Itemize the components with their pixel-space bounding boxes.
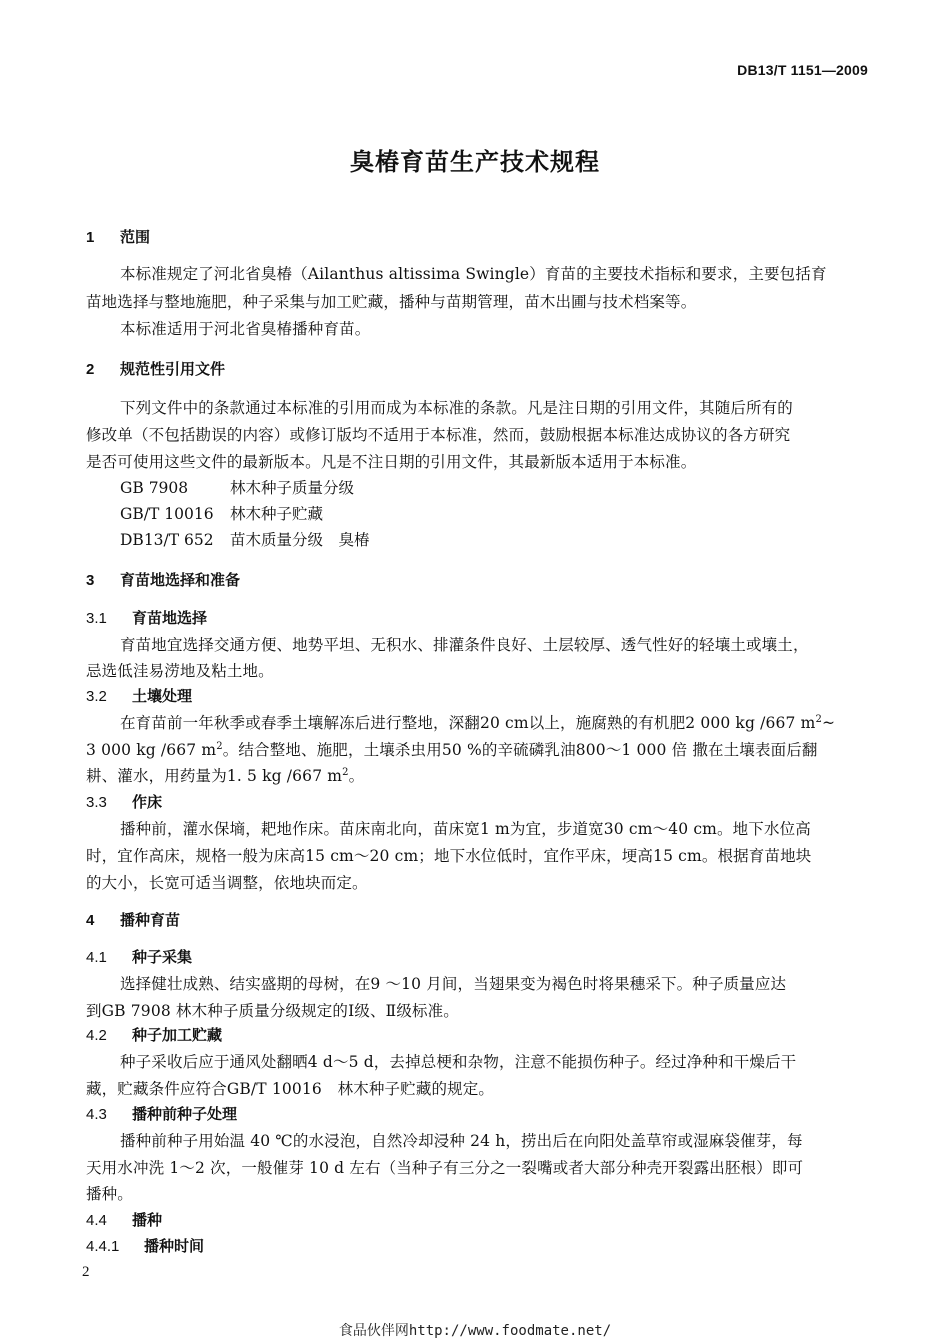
subsection-title: 播种前种子处理 bbox=[132, 1105, 238, 1123]
reference-code: GB/T 10016 bbox=[120, 505, 214, 523]
reference-name: 林木种子质量分级 bbox=[230, 479, 355, 497]
subsection-title: 育苗地选择 bbox=[132, 609, 208, 627]
subsection-4-4-heading bbox=[86, 1209, 162, 1230]
section-1-heading bbox=[86, 226, 150, 247]
section-3-heading bbox=[86, 569, 240, 590]
document-title: 臭椿育苗生产技术规程 bbox=[350, 148, 600, 176]
subsection-3-2-heading bbox=[86, 685, 192, 706]
section-title: 规范性引用文件 bbox=[120, 360, 226, 378]
subsection-4-3-heading bbox=[86, 1103, 237, 1124]
section-number: 4 bbox=[86, 912, 95, 929]
reference-name: 苗木质量分级 臭椿 bbox=[230, 531, 370, 549]
subsection-title: 播种 bbox=[132, 1211, 163, 1229]
subsection-number: 4.4.1 bbox=[86, 1238, 120, 1255]
subsection-title: 播种时间 bbox=[144, 1237, 205, 1255]
subsection-number: 4.1 bbox=[86, 949, 107, 966]
section-title: 育苗地选择和准备 bbox=[120, 571, 241, 589]
section-4-heading bbox=[86, 909, 180, 930]
paragraph-line: 种子采收后应于通风处翻晒4 d～5 d，去掉总梗和杂物，注意不能损伤种子。经过净种和干燥后干 bbox=[120, 1053, 797, 1071]
paragraph-line: 本标准规定了河北省臭椿（Ailanthus altissima Swingle）育苗的主要技术指标和要求，主要包括育 bbox=[120, 265, 827, 283]
paragraph-line: 天用水冲洗 1～2 次，一般催芽 10 d 左右（当种子有三分之一裂嘴或者大部分种壳开裂露出胚根）即可 bbox=[86, 1159, 804, 1177]
subsection-title: 作床 bbox=[132, 793, 163, 811]
reference-item bbox=[120, 528, 370, 550]
subsection-4-4-1-heading bbox=[86, 1235, 204, 1256]
reference-code: GB 7908 bbox=[120, 479, 189, 497]
paragraph-line: 修改单（不包括勘误的内容）或修订版均不适用于本标准，然而，鼓励根据本标准达成协议的各方研究 bbox=[86, 426, 791, 444]
section-title: 范围 bbox=[120, 228, 151, 246]
subsection-number: 4.4 bbox=[86, 1212, 107, 1229]
section-number: 1 bbox=[86, 229, 95, 246]
page-number: 2 bbox=[82, 1264, 90, 1280]
paragraph-line: 本标准适用于河北省臭椿播种育苗。 bbox=[120, 320, 371, 338]
subsection-3-1-heading bbox=[86, 607, 207, 628]
subsection-title: 种子采集 bbox=[132, 948, 193, 966]
subsection-number: 3.3 bbox=[86, 794, 107, 811]
paragraph-line: 育苗地宜选择交通方便、地势平坦、无积水、排灌条件良好、土层较厚、透气性好的轻壤土或壤土， bbox=[120, 636, 809, 654]
paragraph-line: 下列文件中的条款通过本标准的引用而成为本标准的条款。凡是注日期的引用文件，其随后所有的 bbox=[120, 399, 793, 417]
paragraph-line: 播种前种子用始温 40 ℃的水浸泡，自然冷却浸种 24 h，捞出后在向阳处盖草帘或湿麻袋催芽，每 bbox=[120, 1132, 803, 1150]
section-2-heading bbox=[86, 358, 225, 379]
superscript: 2 bbox=[815, 713, 822, 725]
reference-name: 林木种子贮藏 bbox=[230, 505, 324, 523]
reference-code: DB13/T 652 bbox=[120, 531, 214, 549]
paragraph-line: 是否可使用这些文件的最新版本。凡是不注日期的引用文件，其最新版本适用于本标准。 bbox=[86, 453, 697, 471]
subsection-title: 种子加工贮藏 bbox=[132, 1026, 223, 1044]
paragraph-line: 选择健壮成熟、结实盛期的母树，在9 ～10 月间，当翅果变为褐色时将果穗采下。种子质量应达 bbox=[120, 975, 787, 993]
paragraph-line: 藏，贮藏条件应符合GB/T 10016 林木种子贮藏的规定。 bbox=[86, 1080, 495, 1098]
subsection-number: 4.3 bbox=[86, 1106, 107, 1123]
subsection-number: 4.2 bbox=[86, 1027, 107, 1044]
paragraph-line: 3 000 kg /667 $m^2$。结合整地、施肥，土壤杀虫用50 %的辛硫磷乳油800～1 000 倍 撒在土壤表面后翻 bbox=[86, 740, 818, 759]
subsection-3-3-heading bbox=[86, 791, 162, 812]
subsection-4-1-heading bbox=[86, 946, 192, 967]
standard-code: DB13/T 1151—2009 bbox=[737, 62, 868, 78]
section-number: 2 bbox=[86, 361, 95, 378]
subsection-number: 3.2 bbox=[86, 688, 107, 705]
paragraph-line: 到GB 7908 林木种子质量分级规定的Ⅰ级、Ⅱ级标准。 bbox=[86, 1002, 459, 1020]
subsection-number: 3.1 bbox=[86, 610, 107, 627]
paragraph-line: 耕、灌水，用药量为1. 5 kg /667 $m^2$。 bbox=[86, 766, 365, 785]
paragraph-line: 苗地选择与整地施肥，种子采集与加工贮藏，播种与苗期管理，苗木出圃与技术档案等。 bbox=[86, 293, 697, 311]
subsection-4-2-heading bbox=[86, 1024, 222, 1045]
superscript: 2 bbox=[216, 740, 223, 752]
paragraph-line: 播种。 bbox=[86, 1185, 133, 1203]
paragraph-line: 时，宜作高床，规格一般为床高15 cm～20 cm；地下水位低时，宜作平床，埂高15 cm。根据育苗地块 bbox=[86, 847, 812, 865]
subsection-title: 土壤处理 bbox=[132, 687, 193, 705]
reference-item bbox=[120, 502, 323, 524]
paragraph-line: 播种前，灌水保墒，耙地作床。苗床南北向，苗床宽1 m为宜，步道宽30 cm～40 cm。地下水位高 bbox=[120, 820, 811, 838]
paragraph-line: 在育苗前一年秋季或春季土壤解冻后进行整地，深翻20 cm以上，施腐熟的有机肥2 000 kg /667 $m^2\sim$ bbox=[120, 713, 836, 732]
section-number: 3 bbox=[86, 572, 95, 589]
paragraph-line: 的大小，长宽可适当调整，依地块而定。 bbox=[86, 874, 368, 892]
reference-item bbox=[120, 476, 354, 498]
paragraph-line: 忌选低洼易涝地及粘土地。 bbox=[86, 662, 274, 680]
section-title: 播种育苗 bbox=[120, 911, 181, 929]
superscript: 2 bbox=[342, 766, 349, 778]
footer-watermark-link[interactable]: 食品伙伴网http://www.foodmate.net/ bbox=[338, 1323, 612, 1339]
